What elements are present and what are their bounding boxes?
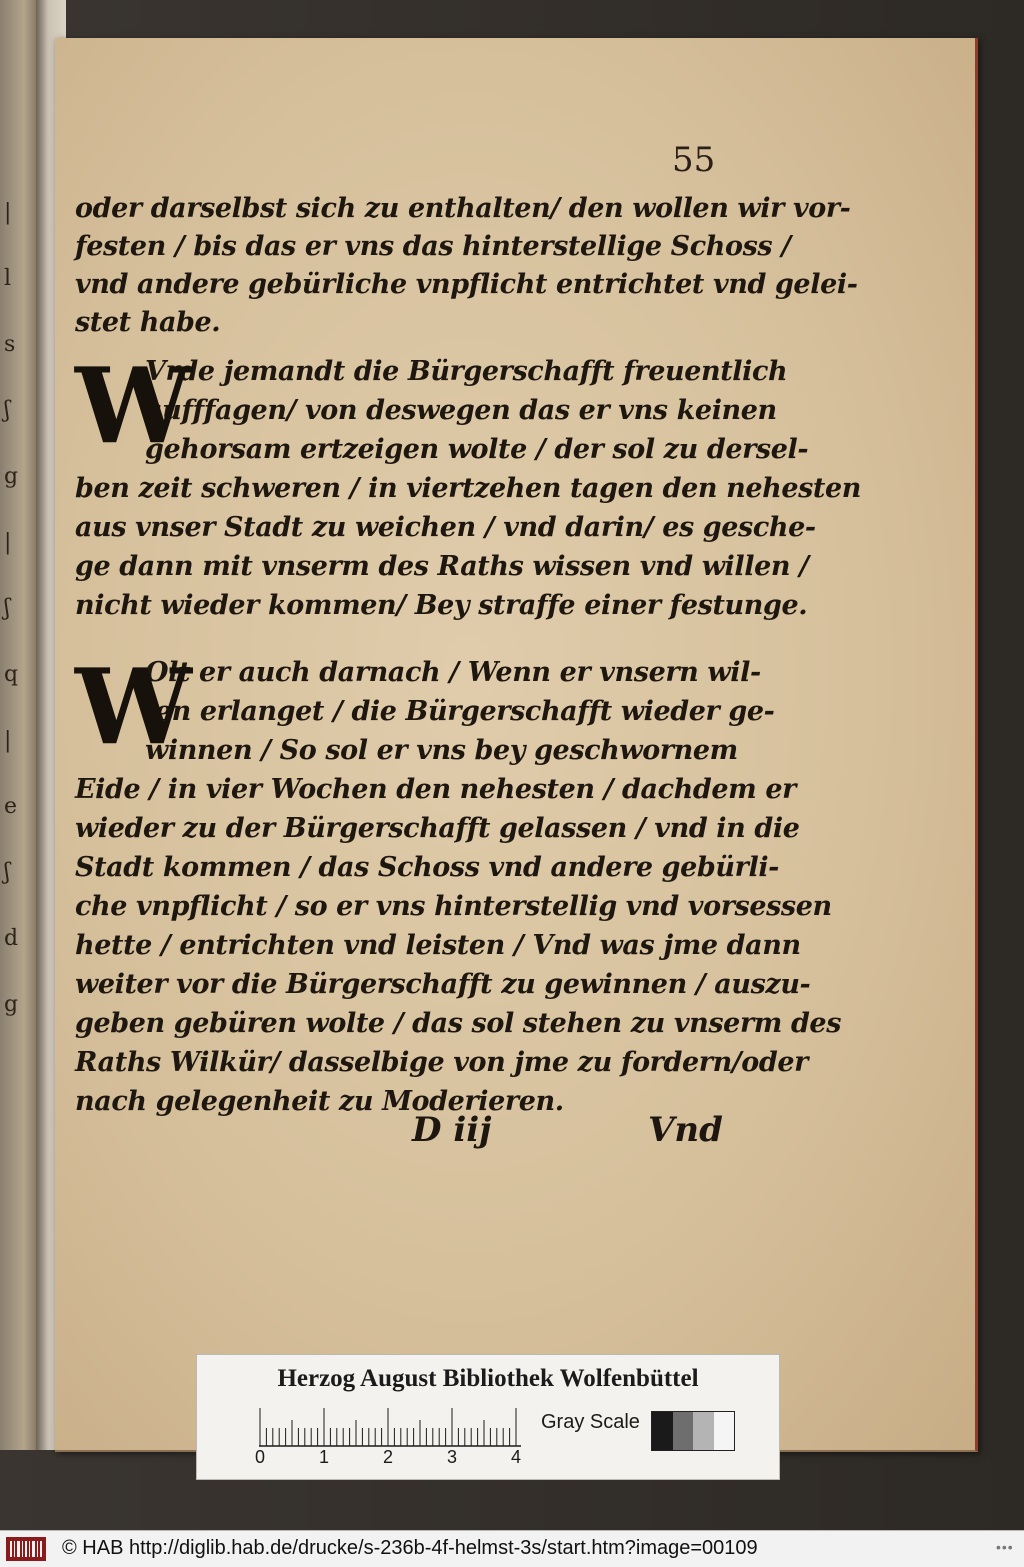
ruler-number: 0 xyxy=(255,1447,266,1467)
gray-scale-swatch xyxy=(651,1411,735,1451)
text-line: aus vnser Stadt zu weichen / vnd darin/ es gesche- xyxy=(75,512,816,543)
previous-page-edge xyxy=(0,0,40,1450)
text-line: nicht wieder kommen/ Bey straffe einer festunge. xyxy=(75,590,808,621)
text-line: Stadt kommen / das Schoss vnd andere gebürli- xyxy=(75,852,779,883)
gray-swatch-step xyxy=(652,1412,673,1450)
gray-swatch-step xyxy=(693,1412,714,1450)
ruler-number: 2 xyxy=(383,1447,394,1467)
text-line: Olt er auch darnach / Wenn er vnsern wil- xyxy=(145,657,761,688)
scale-ruler xyxy=(259,1407,529,1447)
gray-swatch-step xyxy=(673,1412,694,1450)
paragraph-2 xyxy=(75,344,862,625)
ruler-number: 1 xyxy=(319,1447,330,1467)
paragraph-3 xyxy=(75,645,842,1121)
decorated-initial: W xyxy=(75,645,192,768)
text-line: weiter vor die Bürgerschafft zu gewinnen / auszu- xyxy=(75,969,811,1000)
text-line: wieder zu der Bürgerschafft gelassen / vnd in die xyxy=(75,813,800,844)
text-line: ge dann mit vnserm des Raths wissen vnd willen / xyxy=(75,551,809,582)
signature-mark: D iij xyxy=(412,1110,492,1150)
text-line: Eide / in vier Wochen den nehesten / dachdem er xyxy=(75,774,796,805)
text-line: Vrde jemandt die Bürgerschafft freuentlich xyxy=(145,356,788,387)
text-line: winnen / So sol er vns bey geschwornem xyxy=(145,735,738,766)
text-line: Raths Wilkür/ dasselbige von jme zu fordern/oder xyxy=(75,1047,808,1078)
gray-swatch-step xyxy=(714,1412,735,1450)
copyright-url-text[interactable]: © HAB http://diglib.hab.de/drucke/s-236b-4f-helmst-3s/start.htm?image=00109 xyxy=(62,1537,758,1559)
text-line: vnd andere gebürliche vnpflicht entrichtet vnd gelei- xyxy=(75,269,858,300)
barcode-icon xyxy=(6,1537,46,1561)
library-title: Herzog August Bibliothek Wolfenbüttel xyxy=(277,1365,699,1392)
ruler-numbers xyxy=(255,1447,555,1471)
decorated-initial: W xyxy=(75,344,192,467)
text-line: gehorsam ertzeigen wolte / der sol zu dersel- xyxy=(145,434,809,465)
text-line: stet habe. xyxy=(75,307,221,338)
text-line: festen / bis das er vns das hinterstellige Schoss / xyxy=(75,231,791,262)
text-line: nach gelegenheit zu Moderieren. xyxy=(75,1086,564,1117)
page-body xyxy=(75,190,862,1121)
text-line: oder darselbst sich zu enthalten/ den wollen wir vor- xyxy=(75,193,851,224)
text-line: che vnpflicht / so er vns hinterstellig vnd vorsessen xyxy=(75,891,832,922)
text-line: geben gebüren wolte / das sol stehen zu vnserm des xyxy=(75,1008,842,1039)
more-icon[interactable]: ••• xyxy=(996,1539,1014,1555)
text-line: hette / entrichten vnd leisten / Vnd was jme dann xyxy=(75,930,801,961)
catchword: Vnd xyxy=(648,1110,723,1150)
library-color-card xyxy=(196,1354,780,1480)
ruler-number: 3 xyxy=(447,1447,458,1467)
text-line: aufffagen/ von deswegen das er vns keinen xyxy=(145,395,777,426)
status-bar xyxy=(0,1530,1024,1567)
paragraph-1 xyxy=(75,190,858,342)
text-line: ben zeit schweren / in viertzehen tagen den nehesten xyxy=(75,473,862,504)
gray-scale-label: Gray Scale xyxy=(541,1411,640,1433)
previous-page-marks: | l s ʃ g | ʃ q | e ʃ d g xyxy=(4,200,19,1017)
text-line: len erlanget / die Bürgerschafft wieder ge- xyxy=(145,696,775,727)
page-number: 55 xyxy=(672,140,716,180)
ruler-number: 4 xyxy=(511,1447,522,1467)
